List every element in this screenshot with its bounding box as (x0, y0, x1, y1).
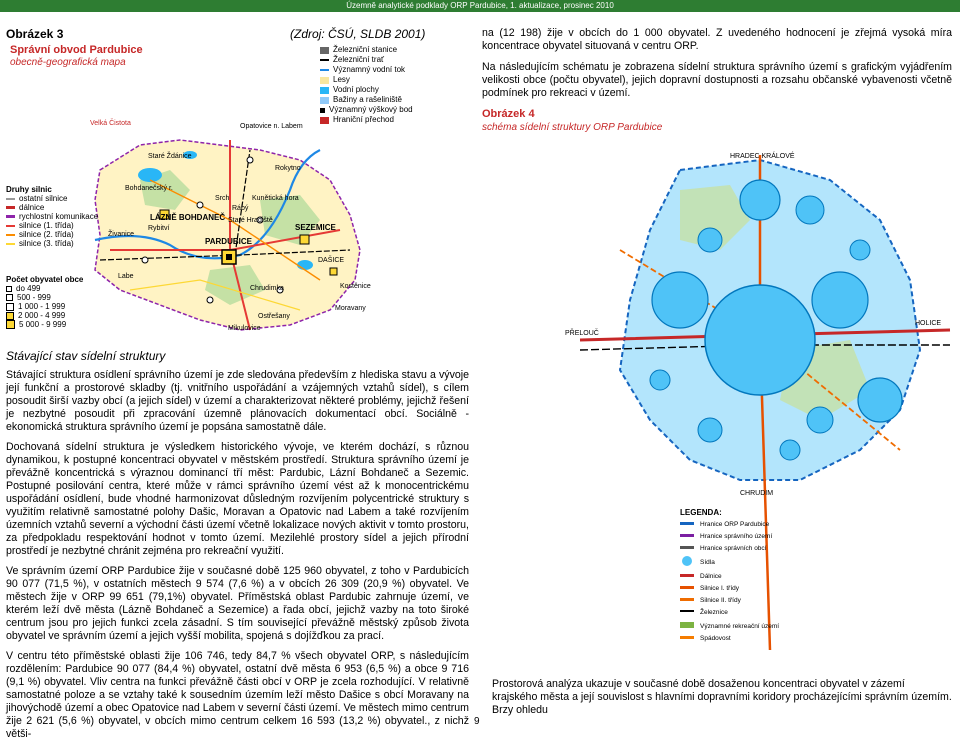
figure-3-title: Obrázek 3 (6, 27, 64, 41)
settlement (796, 196, 824, 224)
settlement-pardubice (705, 285, 815, 395)
settlement-bohdanec (652, 272, 708, 328)
right-column-text (482, 27, 952, 134)
section-heading: Stávající stav sídelní struktury (6, 349, 166, 363)
place-label: Velká Čistota (90, 120, 131, 127)
place-label: Kunětická hora (252, 195, 299, 202)
settlement (780, 440, 800, 460)
map-legend (320, 45, 413, 125)
svg-text:Sídla: Sídla (700, 559, 715, 566)
schema-label-east: HOLICE (915, 320, 942, 327)
settlement-opatovice (740, 180, 780, 220)
settlement-dasice (858, 378, 902, 422)
place-label: Rábý (232, 205, 249, 212)
map-subtitle: obecně-geografická mapa (10, 57, 126, 68)
svg-text:Spádovost: Spádovost (700, 635, 731, 642)
place-label: Chrudimka (250, 285, 284, 292)
legend-swatch (320, 77, 329, 84)
place-label: Labe (118, 273, 134, 280)
paragraph: Dochovaná sídelní struktura je výsledkem historického vývoje, ve kterém dochází, s různou dynamikou, k postupné koncentraci obyvatel v městském prostředí. Struktura správního území je převážně koncentrická s výraznou dominancí tří měst: Pardubic, Lázní Bohdaneč a Sezemic. Postupné posilování centra, které může v rámci správního území vést až k monocentrickému uspořádání osídlení, bude vhodné harmonizovat důsledným rozvíjením polycentrické struktury s využitím relativně samostatné polohy Dašic, Moravan a Opatovic nad Labem a také rozvíjením územních vztahů severní a východní části území včetně lokalizace nových aktivit v tomto prostoru, za předpokladu respektování hodnot v tomto území. Mezilehlé prostory sídel a jejich přírodní prostředí je nezbytné chránit zejména pro rekreační využití. (6, 441, 469, 557)
place-label: Živanice (108, 231, 135, 238)
legend-swatch (320, 87, 329, 94)
svg-text:Dálnice: Dálnice (700, 573, 722, 580)
legend-swatch (320, 117, 329, 124)
settlement (807, 407, 833, 433)
svg-text:Hranice ORP Pardubice: Hranice ORP Pardubice (700, 521, 770, 528)
place-label: Kostěnice (340, 283, 371, 290)
paragraph: V centru této příměstské oblasti žije 106 746, tedy 84,7 % všech obyvatel ORP, s následujícím rozdělením: Pardubice 90 077 (84,4 %) obyvatel, ostatní dvě města 6 953 (6,5 %) a obce 9 716 (9,1 %) obyvatel. Vliv centra na funkci převážně části obcí v ORP je zcela rozhodující. V relativně samostatné poloze a se vztahy také k sousedním územím leží město Dašice s obcí Moravany na jihovýchodě území a obec Opatovice nad Labem v severní části území. Ve městech mimo centrum žije 2 621 (5,6 %) obyvatel, v obcích mimo centrum celkem 16 593 (13,2 %) obyvatel., z nichž větši- (6, 650, 469, 740)
settlement (850, 240, 870, 260)
place-label: LÁZNĚ BOHDANEČ (150, 213, 226, 222)
settlement (650, 370, 670, 390)
place-label: PARDUBICE (205, 237, 252, 246)
legend-item: Železniční stanice (320, 45, 413, 55)
bottom-right-paragraph: Prostorová analýza ukazuje v současné době dosaženou koncentraci obyvatel v zázemí krajského města a její souvislost s hlavními dopravními koridory procházejícími správním územím. Brzy ohledu (492, 678, 952, 716)
schema-label-west: PŘELOUČ (565, 330, 599, 337)
place-label: DAŠICE (318, 257, 345, 264)
figure-4-title: Obrázek 4 (482, 108, 535, 120)
place-label: Mikulovice (228, 325, 261, 332)
figure-3-source: (Zdroj: ČSÚ, SLDB 2001) (290, 27, 426, 41)
legend-item: Hraniční přechod (320, 115, 413, 125)
svg-text:Silnice I. třídy: Silnice I. třídy (700, 585, 740, 592)
svg-text:Silnice II. třídy: Silnice II. třídy (700, 597, 741, 604)
legend-swatch (320, 97, 329, 104)
legend-item: Železniční trať (320, 55, 413, 65)
paragraph: Na následujícím schématu je zobrazena sídelní struktura správního území s grafickým vyjádřením velikosti obce (počtu obyvatel), jejich dopravní dostupnosti a rozsahu občanské vybavenosti včetně podmínek pro rekreaci v území. (482, 61, 952, 99)
place-label: Rokytno (275, 165, 301, 172)
place-label: Bohdanečský r. (125, 185, 173, 192)
settlement-schema (560, 150, 960, 660)
pond (138, 168, 162, 182)
running-header: Územně analytické podklady ORP Pardubice, 1. aktualizace, prosinec 2010 (0, 0, 960, 12)
figure-4-subtitle: schéma sídelní struktury ORP Pardubice (482, 122, 663, 133)
svg-text:Hranice správních obcí: Hranice správních obcí (700, 545, 767, 552)
place-label: Srch (215, 195, 230, 202)
place-label: Rybitví (148, 225, 170, 232)
place-label: Ostřešany (258, 313, 290, 320)
settlement-sezemice (812, 272, 868, 328)
figure-3 (0, 20, 480, 340)
place-label: Opatovice n. Labem (240, 123, 303, 130)
pond (297, 260, 313, 270)
settlement (698, 228, 722, 252)
svg-text:Významné rekreační území: Významné rekreační území (700, 623, 780, 630)
schema-svg (560, 150, 960, 660)
left-column-text (6, 350, 469, 748)
legend-swatch (320, 69, 329, 71)
legend-item: Bažiny a rašeliniště (320, 95, 413, 105)
paragraph: Stávající struktura osídlení správního území je zde sledována především z hlediska stavu a vývoje její funkční a prostorové skladby (tj. vnitřního uspořádání a vzájemných vztahů sídel), s cílem posoudit širší vazby obcí (a jejich sídel) v území a charakterizovat některé problémy, jejichž řešení je nezbytné posoudit při zpracování územně plánovacích dokumentací obcí. Sociálně - ekonomická struktura správního území je popsána samostatně dále. (6, 369, 469, 433)
roads-legend: Druhy silnic ostatní silnice dálnice rychlostní komunikace silnice (1. třída) silnice (2. třída) silnice (3. třída) (6, 185, 99, 248)
town-sezemice-marker (300, 235, 309, 244)
town-dasice-marker (330, 268, 337, 275)
population-legend: Počet obyvatel obce do 499 500 - 999 1 000 - 1 999 2 000 - 4 999 5 000 - 9 999 (6, 275, 84, 329)
page-number: 9 (474, 716, 480, 727)
legend-swatch (320, 47, 329, 54)
legend-swatch (320, 108, 325, 113)
place-label: Moravany (335, 305, 366, 312)
map-title: Správní obvod Pardubice (10, 44, 143, 56)
place-label: SEZEMICE (295, 223, 336, 232)
legend-item: Vodní plochy (320, 85, 413, 95)
legend-item: Významný vodní tok (320, 65, 413, 75)
schema-legend-title: LEGENDA: (680, 508, 722, 517)
place-label: Staré Hradiště (228, 217, 273, 224)
place-label: Staré Ždánice (148, 153, 192, 160)
svg-text:Železnice: Železnice (700, 609, 728, 616)
schema-label-north: HRADEC KRÁLOVÉ (730, 153, 795, 160)
paragraph: Ve správním území ORP Pardubice žije v současné době 125 960 obyvatel, z toho v Pardubicích 90 077 (71,5 %), v ostatních městech 9 574 (7,6 %) a v obcích 26 309 (20,9 %) obyvatel. Ve městech žije v ORP 99 651 (79,1%) obyvatel. Příměstská oblast Pardubic zahrnuje území, ve kterém leží dvě města (Lázně Bohdaneč a Sezemice) a řada obcí, jejichž vazby na toto široké centrum jsou pro jejich funkci zcela zásadní. S tím související převážně městský způsob života obyvatel ve správním území a jejich vyšší mobilita, spojená s dojížďkou za prací. (6, 565, 469, 642)
legend-item: Významný výškový bod (320, 105, 413, 115)
settlement (698, 418, 722, 442)
svg-text:Hranice správního území: Hranice správního území (700, 533, 773, 540)
paragraph: na (12 198) žije v obcích do 1 000 obyvatel. Z uvedeného hodnocení je zřejmá vysoká míra koncentrace obyvatel situovaná v centru ORP. (482, 27, 952, 52)
schema-label-south: CHRUDIM (740, 490, 774, 497)
legend-swatch (320, 59, 329, 61)
legend-item: Lesy (320, 75, 413, 85)
